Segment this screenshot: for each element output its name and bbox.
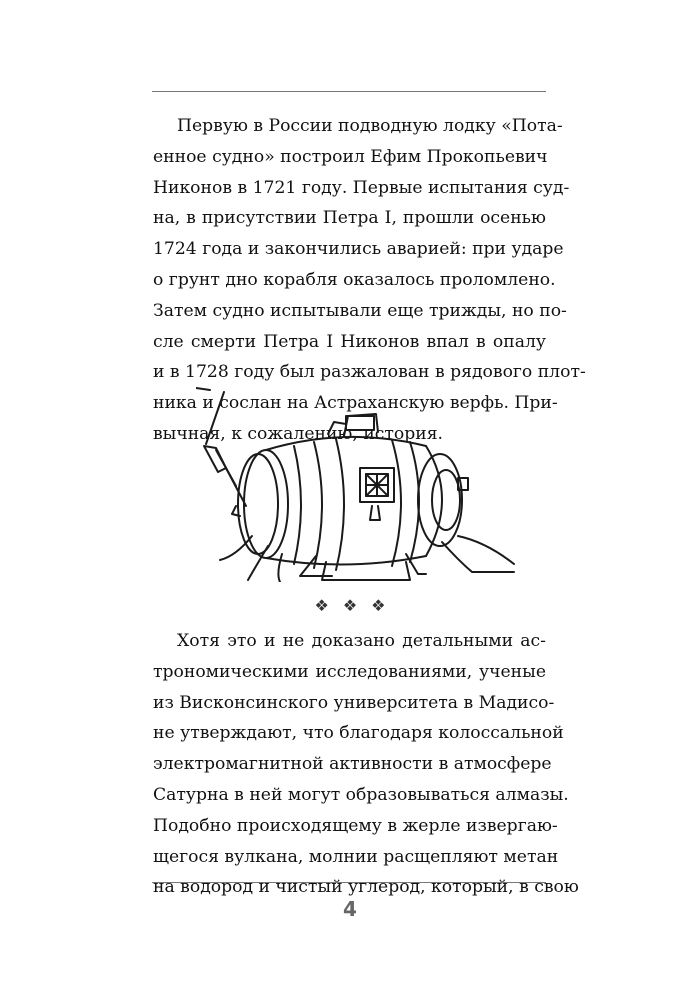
text-line: из Висконсинского университета в Мадисо- <box>153 692 555 713</box>
text-line: о грунт дно корабля оказалось проломлено. <box>153 269 556 290</box>
text-line: Затем судно испытывали еще трижды, но по- <box>153 300 567 321</box>
section-divider: ❖❖❖ <box>314 596 400 615</box>
text-line: электромагнитной активности в атмосфере <box>153 754 552 775</box>
text-line: Первую в России подводную лодку «Пота- <box>177 116 563 136</box>
text-line: Никонов в 1721 году. Первые испытания суд- <box>153 177 570 198</box>
text-line: на, в присутствии Петра I, прошли осенью <box>153 208 546 229</box>
text-line: Хотя это и не доказано детальными ас- <box>177 631 546 651</box>
text-line: не утверждают, что благодаря колоссальной <box>153 723 564 744</box>
text-line: енное судно» построил Ефим Прокопьевич <box>153 146 548 167</box>
top-rule <box>152 91 546 92</box>
text-line: трономическими исследованиями, ученые <box>153 661 546 682</box>
text-line: щегося вулкана, молнии расщепляют метан <box>153 846 559 867</box>
text-line: сле смерти Петра I Никонов впал в опалу <box>153 331 546 352</box>
text-line: на водород и чистый углерод, который, в свою <box>153 877 579 898</box>
bottom-rule <box>152 882 546 883</box>
submarine-illustration <box>196 386 518 582</box>
text-line: ника и сослан на Астраханскую верфь. При- <box>153 393 558 414</box>
text-line: 1724 года и закончились аварией: при ударе <box>153 239 564 260</box>
paragraph-saturn <box>153 626 579 903</box>
text-line: Подобно происходящему в жерле извергаю- <box>153 815 558 836</box>
text-line: Сатурна в ней могут образовываться алмазы. <box>153 784 569 805</box>
text-line: вычная, к сожалению, история. <box>153 423 444 444</box>
page-number: 4 <box>343 897 357 921</box>
text-line: и в 1728 году был разжалован в рядового плот- <box>153 362 586 383</box>
